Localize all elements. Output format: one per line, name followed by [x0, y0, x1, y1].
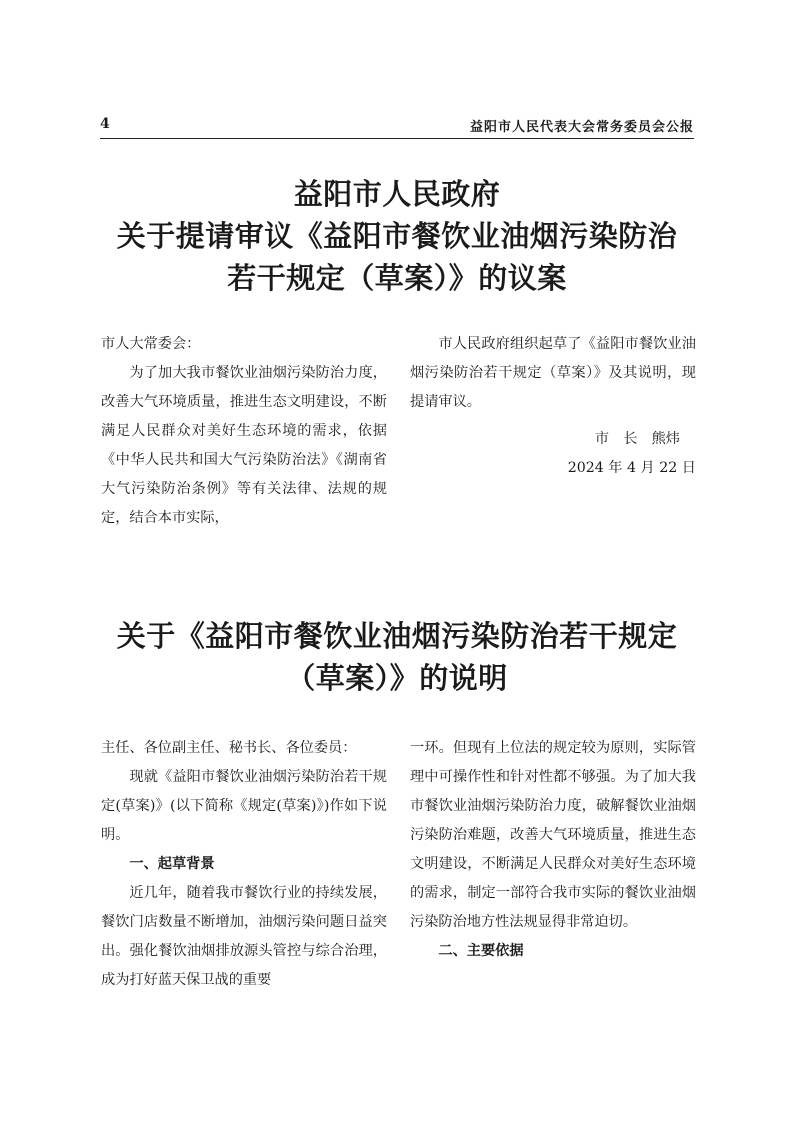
explanation-title-line-2: （草案）》的说明 [286, 661, 508, 695]
explanation-title-line-1: 关于《益阳市餐饮业油烟污染防治若干规定 [116, 619, 678, 653]
motion-left-column [101, 330, 387, 533]
motion-title-line-1: 益阳市人民政府 [293, 177, 501, 211]
explanation-intro: 现就《益阳市餐饮业油烟污染防治若干规定(草案)》(以下简称《规定(草案)》)作如下说明。 [101, 769, 387, 843]
motion-title-line-2: 关于提请审议《益阳市餐饮业油烟污染防治 [116, 219, 678, 253]
section-heading-basis: 二、主要依据 [438, 943, 524, 959]
motion-date: 2024 年 4 月 22 日 [567, 460, 696, 476]
explanation-right-column [410, 734, 696, 966]
section-background-continuation: 一环。但现有上位法的规定较为原则，实际管理中可操作性和针对性都不够强。为了加大我市餐饮业油烟污染防治力度，破解餐饮业油烟污染防治难题，改善大气环境质量，推进生态文明建设，不断满足人民群众对美好生态环境的需求，制定一部符合我市实际的餐饮业油烟污染防治地方性法规显得非常迫切。 [410, 740, 696, 930]
explanation-left-column [101, 734, 387, 995]
section-background-paragraph: 近几年，随着我市餐饮行业的持续发展，餐饮门店数量不断增加，油烟污染问题日益突出。强化餐饮油烟排放源头管控与综合治理，成为打好蓝天保卫战的重要 [101, 885, 387, 988]
motion-salutation: 市人大常委会： [101, 336, 201, 352]
section-heading-background: 一、起草背景 [129, 856, 215, 872]
header-rule [100, 138, 694, 139]
motion-right-column [410, 330, 696, 483]
motion-body-continuation: 市人民政府组织起草了《益阳市餐饮业油烟污染防治若干规定（草案）》及其说明，现提请审议。 [410, 336, 696, 410]
spacer [410, 417, 696, 425]
running-header: 益阳市人民代表大会常务委员会公报 [469, 120, 694, 135]
explanation-salutation: 主任、各位副主任、秘书长、各位委员： [101, 740, 357, 756]
motion-body-paragraph: 为了加大我市餐饮业油烟污染防治力度，改善大气环境质量，推进生态文明建设，不断满足人民群众对美好生态环境的需求，依据《中华人民共和国大气污染防治法》《湖南省大气污染防治条例》等有关法律、法规的规定，结合本市实际， [101, 365, 387, 526]
motion-title-line-3: 若干规定（草案）》的议案 [227, 261, 567, 295]
motion-signature: 市 长 熊炜 [594, 431, 680, 447]
page-number: 4 [100, 116, 110, 132]
